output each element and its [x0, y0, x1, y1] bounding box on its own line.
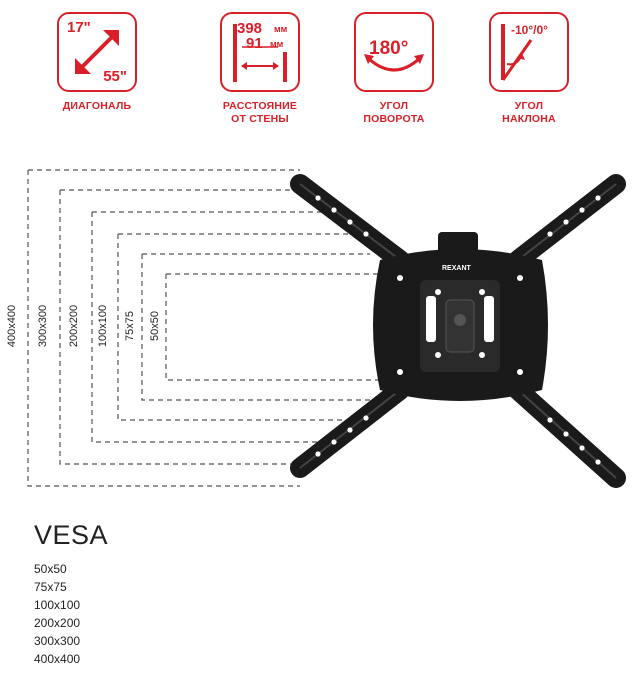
diagonal-caption [54, 100, 140, 113]
feature-distance [217, 12, 303, 126]
vesa-diagram [0, 150, 639, 510]
distance-max-unit: мм [274, 24, 288, 34]
vesa-list-item: 100x100 [34, 598, 81, 612]
vesa-list-item: 300x300 [34, 634, 81, 648]
feature-tilt [486, 12, 572, 126]
vesa-label-75: 75x75 [123, 311, 136, 341]
wall-bracket-image [0, 150, 639, 510]
distance-max-value: 398 [237, 20, 263, 37]
caption-line: НАКЛОНА [502, 113, 556, 125]
vesa-list-item: 400x400 [34, 652, 81, 666]
vesa-list-item: 50x50 [34, 562, 67, 576]
bracket-brand: REXANT [442, 265, 471, 272]
distance-min-unit: мм [270, 39, 284, 49]
vesa-label-300: 300x300 [37, 304, 50, 348]
vesa-list [34, 560, 80, 668]
feature-rotation [351, 12, 437, 126]
caption-line: ПОВОРОТА [363, 113, 425, 125]
tilt-icon-box [489, 12, 569, 92]
distance-caption [217, 100, 303, 126]
caption-line: РАССТОЯНИЕ [222, 100, 298, 112]
vesa-list-item: 75x75 [34, 580, 67, 594]
vesa-label-400: 400x400 [6, 304, 19, 348]
diagonal-min: 17" [67, 19, 91, 36]
rotation-icon-box [354, 12, 434, 92]
caption-line: УГОЛ [514, 100, 544, 112]
distance-min-value: 91 [246, 35, 263, 52]
tilt-value: -10°/0° [511, 23, 548, 37]
distance-icon-box [220, 12, 300, 92]
vesa-label-50: 50x50 [148, 311, 161, 341]
caption-line: ДИАГОНАЛЬ [62, 100, 132, 112]
rotation-caption [351, 100, 437, 126]
diagonal-icon-box [57, 12, 137, 92]
vesa-list-item: 200x200 [34, 616, 81, 630]
vesa-label-200: 200x200 [68, 304, 81, 348]
diagonal-max: 55" [103, 68, 127, 85]
feature-diagonal [54, 12, 140, 113]
caption-line: УГОЛ [379, 100, 409, 112]
vesa-title: VESA [34, 520, 109, 550]
tilt-caption [486, 100, 572, 126]
caption-line: ОТ СТЕНЫ [231, 113, 289, 125]
rotation-value: 180° [369, 38, 409, 59]
vesa-label-100: 100x100 [97, 304, 110, 348]
